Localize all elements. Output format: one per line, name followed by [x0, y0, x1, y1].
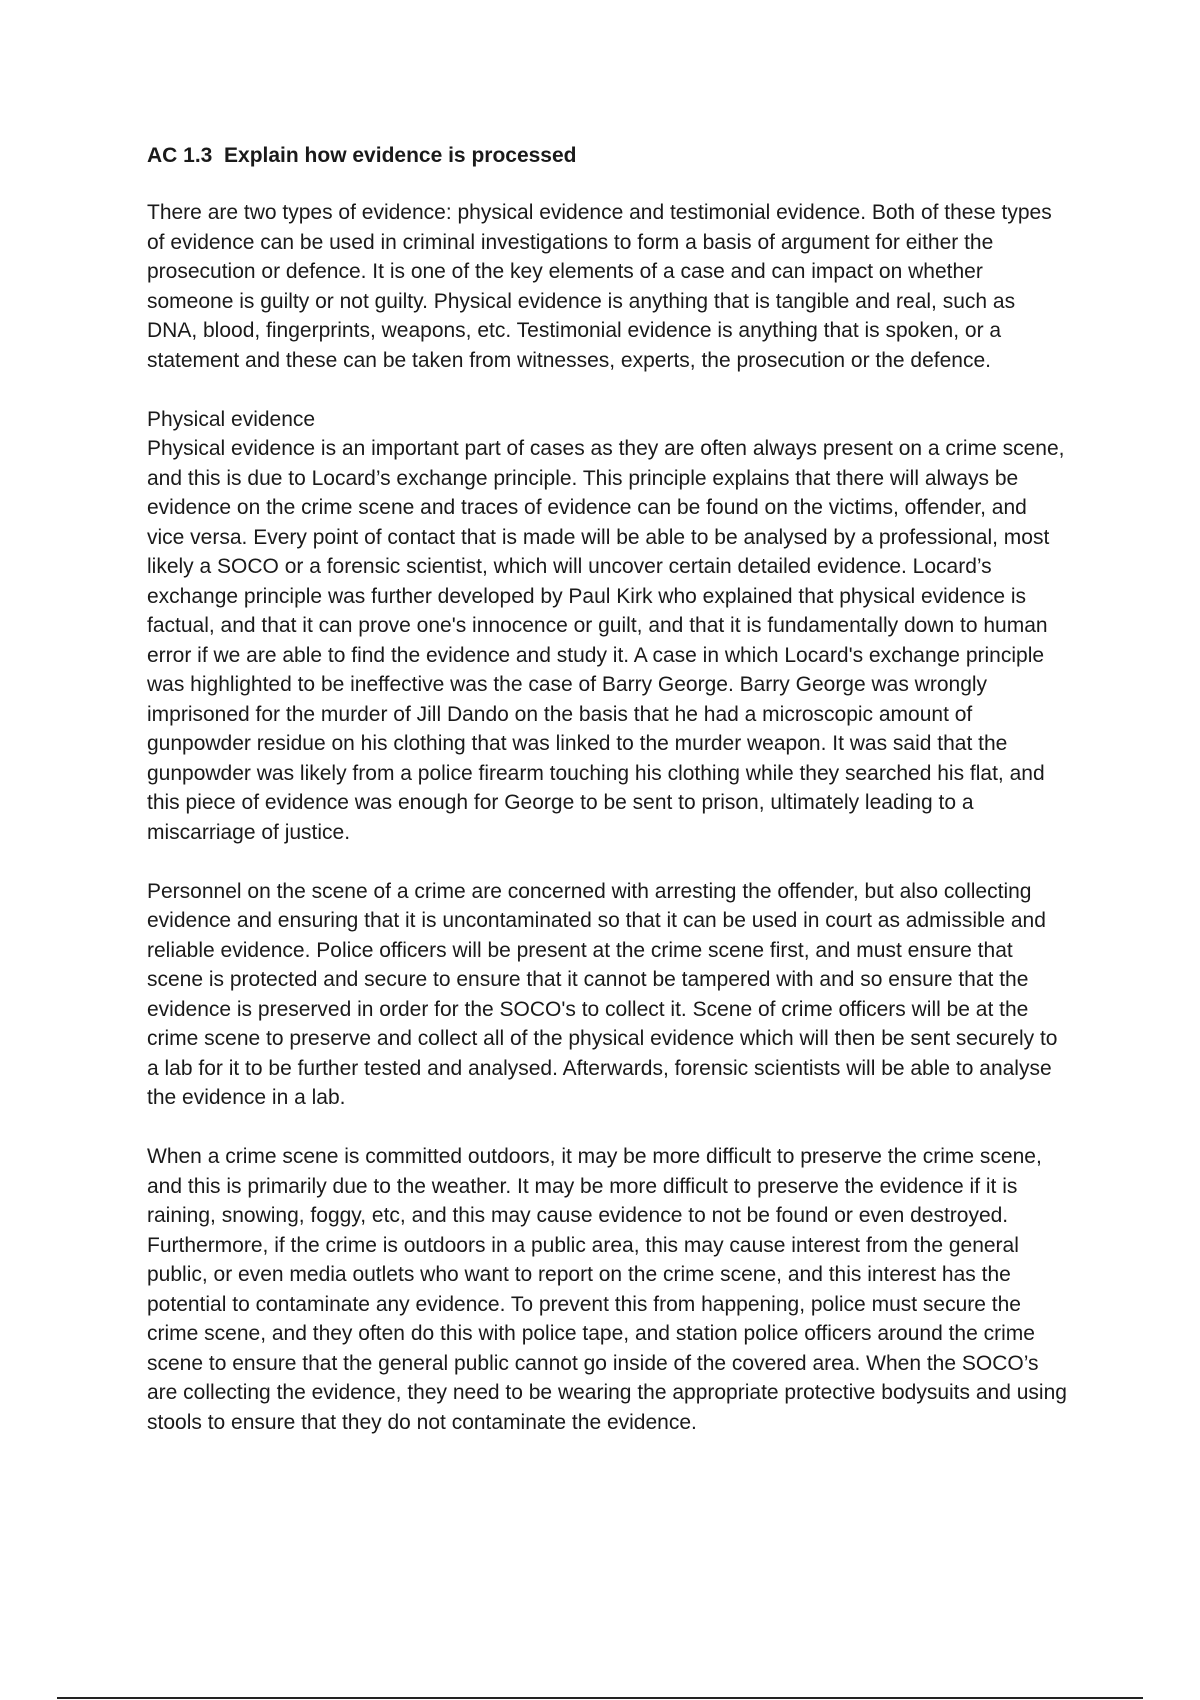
physical-evidence-section [147, 405, 1067, 848]
document-body [147, 142, 1067, 1467]
personnel-paragraph: Personnel on the scene of a crime are concerned with arresting the offender, but also collecting evidence and ensuring that it is uncontaminated so that it can be used in court as admissible and reliable evidence. Police officers will be present at the crime scene first, and must ensure that scene is protected and secure to ensure that it cannot be tampered with and so ensure that the evidence is preserved in order for the SOCO's to collect it. Scene of crime officers will be at the crime scene to preserve and collect all of the physical evidence which will then be sent securely to a lab for it to be further tested and analysed. Afterwards, forensic scientists will be able to analyse the evidence in a lab. [147, 879, 1058, 1109]
page-bottom-divider [57, 1697, 1143, 1699]
section-subheading: Physical evidence [147, 407, 316, 431]
intro-paragraph: There are two types of evidence: physical evidence and testimonial evidence. Both of these types of evidence can be used in criminal investigations to form a basis of argument for either the prosecution or defence. It is one of the key elements of a case and can impact on whether someone is guilty or not guilty. Physical evidence is anything that is tangible and real, such as DNA, blood, fingerprints, weapons, etc. Testimonial evidence is anything that is spoken, or a statement and these can be taken from witnesses, experts, the prosecution or the defence. [147, 201, 1052, 372]
outdoors-paragraph: When a crime scene is committed outdoors, it may be more difficult to preserve the crime scene, and this is primarily due to the weather. It may be more difficult to preserve the evidence if it is raining, snowing, foggy, etc, and this may cause evidence to not be found or even destroyed. Furthermore, if the crime is outdoors in a public area, this may cause interest from the general public, or even media outlets who want to report on the crime scene, and this interest has the potential to contaminate any evidence. To prevent this from happening, police must secure the crime scene, and they often do this with police tape, and station police officers around the crime scene to ensure that the general public cannot go inside of the covered area. When the SOCO’s are collecting the evidence, they need to be wearing the appropriate protective bodysuits and using stools to ensure that they do not contaminate the evidence. [147, 1145, 1067, 1434]
page-title: AC 1.3 Explain how evidence is processed [147, 144, 577, 167]
physical-evidence-paragraph: Physical evidence is an important part of cases as they are often always present on a crime scene, and this is due to Locard’s exchange principle. This principle explains that there will always be evidence on the crime scene and traces of evidence can be found on the victims, offender, and vice versa. Every point of contact that is made will be able to be analysed by a professional, most likely a SOCO or a forensic scientist, which will uncover certain detailed evidence. Locard’s exchange principle was further developed by Paul Kirk who explained that physical evidence is factual, and that it can prove one's innocence or guilt, and that it is fundamentally down to human error if we are able to find the evidence and study it. A case in which Locard's exchange principle was highlighted to be ineffective was the case of Barry George. Barry George was wrongly imprisoned for the murder of Jill Dando on the basis that he had a microscopic amount of gunpowder residue on his clothing that was linked to the murder weapon. It was said that the gunpowder was likely from a police firearm touching his clothing while they searched his flat, and this piece of evidence was enough for George to be sent to prison, ultimately leading to a miscarriage of justice. [147, 437, 1065, 844]
